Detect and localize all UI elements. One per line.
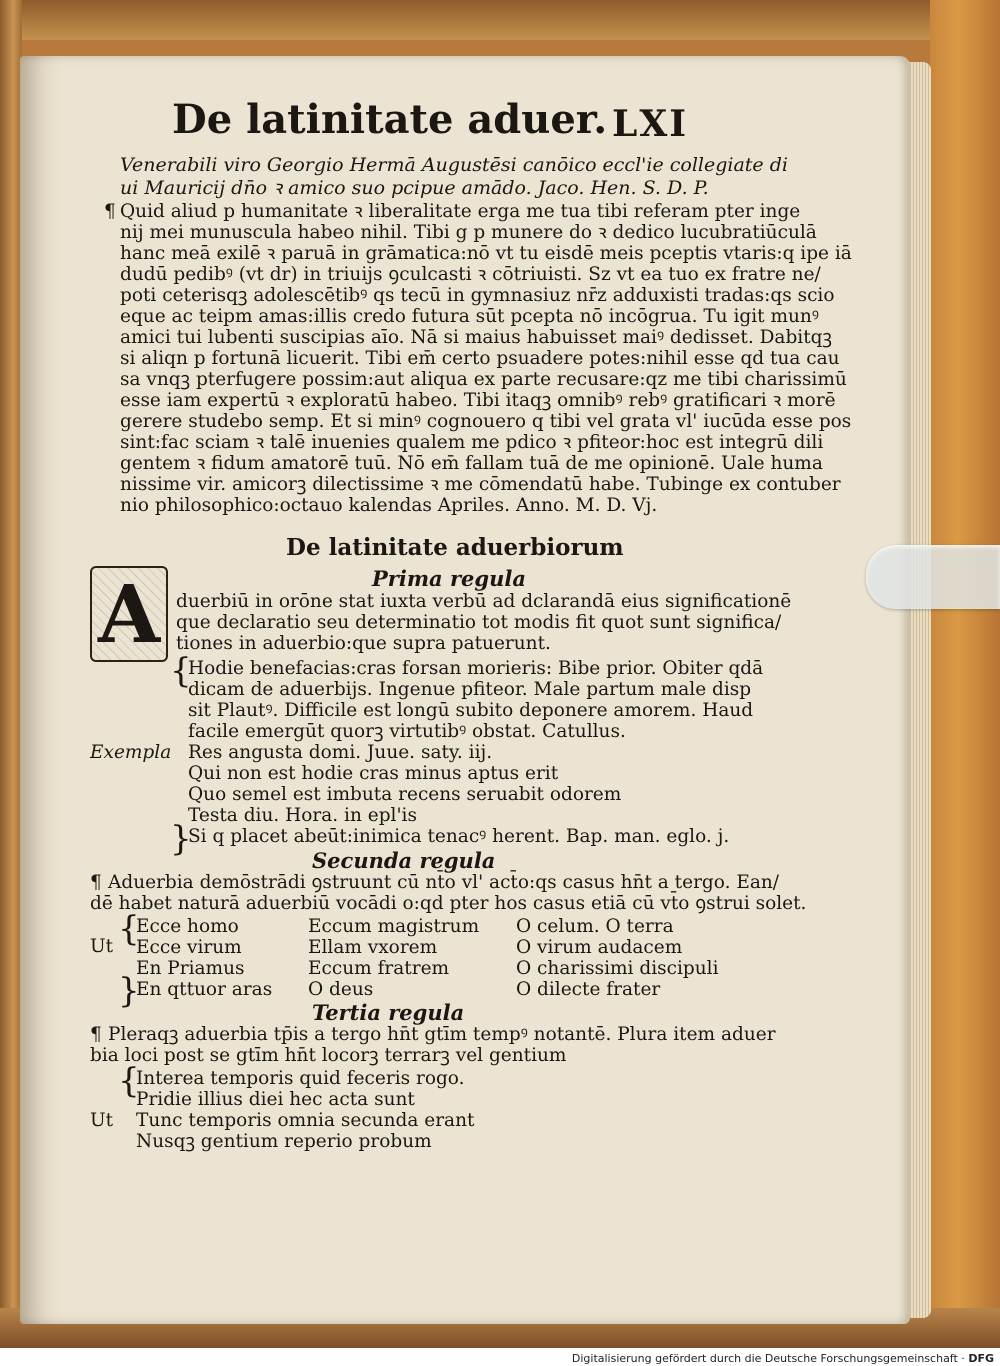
folio-number: LXI: [612, 103, 689, 145]
example-line: Pridie illius diei hec acta sunt: [136, 1089, 415, 1110]
rule-line: Aduerbia demōstrādi ꝯstruunt cū nt̄o vl' act̄o:qs casus hn̄t a tergo. Ean/: [108, 872, 780, 893]
dedication-line: Venerabili viro Georgio Hermā Augustēsi canōico eccl'ie collegiate di: [120, 154, 788, 176]
rule-line: tiones in aduerbio:que supra patuerunt.: [176, 633, 551, 654]
rule-line: dē habet naturā aduerbiū vocādi o:qd pter hos casus etiā cū vt̄o ꝯstrui solet.: [90, 893, 807, 914]
ut-label: Ut: [90, 1110, 114, 1131]
rule-line: bia loci post se gtīm hn̄t locorꝫ terrarꝫ vel gentium: [90, 1045, 567, 1066]
drop-cap: A: [90, 566, 168, 662]
rule-heading: Secunda regula: [312, 848, 496, 873]
paragraph-mark: ¶: [90, 1024, 102, 1045]
example-col2: Ellam vxorem: [308, 937, 438, 958]
letter-line: amici tui lubenti suscipias aīo. Nā si maius habuisset maiꝰ dedisset. Dabitqꝫ: [120, 327, 832, 348]
rule-heading: Prima regula: [372, 566, 526, 591]
rule-line: Pleraqꝫ aduerbia tp̄is a tergo hn̄t gtīm tempꝰ notantē. Plura item aduer: [108, 1024, 776, 1045]
rule-line: duerbiū in orōne stat iuxta verbū ad dclarandā eius significationē: [176, 591, 792, 612]
brace-close: }: [170, 819, 192, 859]
dedication-line: ui Mauricij dn̄o ꝛ amico suo pcipue amādo. Jaco. Hen. S. D. P.: [120, 177, 709, 199]
letter-line: esse iam expertū ꝛ exploratū habeo. Tibi itaqꝫ omnibꝰ rebꝰ gratificari ꝛ morē: [120, 390, 836, 411]
paragraph-mark: ¶: [104, 201, 116, 222]
example-col3: O celum. O terra: [516, 916, 674, 937]
digitization-credit: Digitalisierung gefördert durch die Deutsche Forschungsgemeinschaft · DFG: [571, 1352, 994, 1365]
letter-line: gerere studebo semp. Et si minꝰ cognouero q tibi vel grata vl' iucūda esse pos: [120, 411, 852, 432]
example-col2: O deus: [308, 979, 374, 1000]
example-col2: Eccum magistrum: [308, 916, 480, 937]
example-line: sit Plautꝰ. Difficile est longū subito deponere amorem. Haud: [188, 700, 754, 721]
credit-text: Digitalisierung gefördert durch die Deutsche Forschungsgemeinschaft: [571, 1352, 958, 1365]
example-col3: O charissimi discipuli: [516, 958, 719, 979]
book-page: [20, 56, 910, 1324]
letter-line: hanc meā exilē ꝛ paruā in grāmatica:nō vt tu eisdē meis pceptis vtaris:q ipe iā: [120, 243, 852, 264]
example-line: Testa diu. Hora. in epl'is: [188, 805, 417, 826]
example-col3: O dilecte frater: [516, 979, 661, 1000]
example-line: Res angusta domi. Juue. saty. iij.: [188, 742, 493, 763]
page-marker-tab: [866, 545, 1000, 609]
example-col1: En qttuor aras: [136, 979, 273, 1000]
letter-line: gentem ꝛ fidum amatorē tuū. Nō em̄ fallam tuā de me opinionē. Uale huma: [120, 453, 823, 474]
example-line: Hodie benefacias:cras forsan morieris: Bibe prior. Obiter qdā: [188, 658, 764, 679]
examples-label: Exempla: [90, 742, 172, 763]
example-col1: Ecce homo: [136, 916, 239, 937]
letter-line: dudū pedibꝰ (vt dr) in triuijs ꝯculcasti ꝛ cōtriuisti. Sz vt ea tuo ex fratre ne/: [120, 264, 821, 285]
example-line: Si q placet abeūt:inimica tenacꝰ herent. Bap. man. eglo. j.: [188, 826, 730, 847]
letter-line: si aliqn p fortunā licuerit. Tibi em̄ certo psuadere potes:nihil esse qd tua cau: [120, 348, 840, 369]
example-line: Quo semel est imbuta recens seruabit odorem: [188, 784, 622, 805]
section-title: De latinitate aduerbiorum: [286, 534, 624, 561]
example-line: facile emergūt quorꝫ virtutibꝰ obstat. Catullus.: [188, 721, 626, 742]
example-line: dicam de aduerbijs. Ingenue pfiteor. Male partum male disp: [188, 679, 752, 700]
dfg-logo: DFG: [968, 1352, 994, 1365]
brace-open: {: [118, 1061, 140, 1101]
letter-line: eque ac teipm amas:illis credo futura sūt pcepta nō incōgrua. Tu igit munꝰ: [120, 306, 819, 327]
letter-line: sa vnqꝫ pterfugere possim:aut aliqua ex parte recusare:qz me tibi charissimū: [120, 369, 847, 390]
letter-line: nij mei munuscula habeo nihil. Tibi g p munere do ꝛ dedico lucubratiūculā: [120, 222, 817, 243]
rule-heading: Tertia regula: [312, 1000, 465, 1025]
letter-line: nio philosophico:octauo kalendas Apriles. Anno. M. D. Vj.: [120, 495, 658, 516]
example-line: Nusqꝫ gentium reperio probum: [136, 1131, 432, 1152]
example-col1: Ecce virum: [136, 937, 242, 958]
book-cover-right: [930, 0, 1000, 1348]
example-col3: O virum audacem: [516, 937, 683, 958]
brace-open: {: [170, 651, 192, 691]
running-head: De latinitate aduer.: [172, 96, 608, 143]
letter-line: poti ceterisqꝫ adolescētibꝰ qs tecū in gymnasiuz nr̄z adduxisti tradas:qs scio: [120, 285, 835, 306]
letter-line: Quid aliud p humanitate ꝛ liberalitate erga me tua tibi referam pter inge: [120, 201, 801, 222]
brace-open: {: [118, 909, 140, 949]
example-line: Tunc temporis omnia secunda erant: [136, 1110, 475, 1131]
brace-close: }: [118, 971, 140, 1011]
letter-line: sint:fac sciam ꝛ talē inuenies qualem me pdico ꝛ pfiteor:hoc est integrū dili: [120, 432, 824, 453]
example-col1: En Priamus: [136, 958, 245, 979]
example-col2: Eccum fratrem: [308, 958, 450, 979]
book-cover-left: [0, 0, 22, 1348]
example-line: Interea temporis quid feceris rogo.: [136, 1068, 465, 1089]
book-cover-top: [0, 0, 1000, 40]
rule-line: que declaratio seu determinatio tot modis fit quot sunt significa/: [176, 612, 782, 633]
paragraph-mark: ¶: [90, 872, 102, 893]
ut-label: Ut: [90, 936, 114, 957]
example-line: Qui non est hodie cras minus aptus erit: [188, 763, 559, 784]
letter-line: nissime vir. amicorꝫ dilectissime ꝛ me cōmendatū habe. Tubinge ex contuber: [120, 474, 841, 495]
